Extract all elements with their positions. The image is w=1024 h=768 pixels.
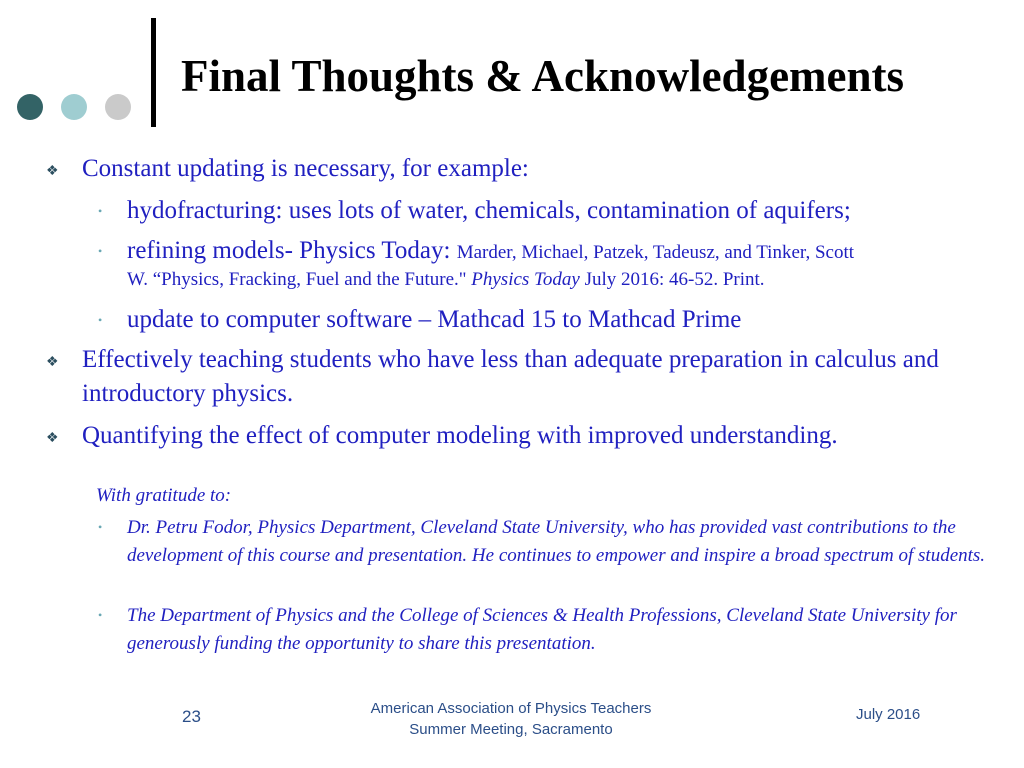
- footer-meeting: Summer Meeting, Sacramento: [409, 721, 613, 738]
- footer-organization: American Association of Physics Teachers: [370, 700, 652, 717]
- diamond-bullet-icon: ❖: [46, 431, 59, 446]
- reference-journal: Physics Today: [471, 269, 580, 290]
- bullet-constant-updating: Constant updating is necessary, for example:: [82, 155, 529, 182]
- header-dot-teal: [61, 94, 87, 120]
- header-divider: [151, 18, 156, 127]
- sub-bullet-software-update: update to computer software – Mathcad 15 to Mathcad Prime: [127, 306, 742, 333]
- bullet-teaching-students: Effectively teaching students who have less than adequate preparation in calculus and introductory physics.: [82, 346, 939, 407]
- diamond-bullet-icon: ❖: [46, 164, 59, 179]
- sub-bullet-hydofracturing: hydofracturing: uses lots of water, chemicals, contamination of aquifers;: [127, 197, 851, 224]
- slide-title: Final Thoughts & Acknowledgements: [181, 51, 905, 101]
- reference-line-2: [127, 266, 765, 294]
- footer-date: July 2016: [856, 706, 921, 723]
- refining-models-lead: refining models- Physics Today:: [127, 237, 457, 264]
- reference-authors: Marder, Michael, Patzek, Tadeusz, and Tinker, Scott: [456, 242, 854, 263]
- dot-bullet-icon: •: [98, 608, 103, 622]
- bullet-quantifying-effect: Quantifying the effect of computer modeling with improved understanding.: [82, 422, 838, 449]
- reference-title: W. “Physics, Fracking, Fuel and the Future.": [127, 269, 472, 290]
- header-dot-dark: [17, 94, 43, 120]
- reference-details: July 2016: 46-52. Print.: [579, 269, 765, 290]
- dot-bullet-icon: •: [98, 313, 103, 327]
- diamond-bullet-icon: ❖: [46, 355, 59, 370]
- gratitude-heading: With gratitude to:: [96, 485, 232, 506]
- gratitude-item-department: The Department of Physics and the College of Sciences & Health Professions, Cleveland State University for generously funding the opportunity to share this presentation.: [127, 605, 957, 654]
- gratitude-item-fodor: Dr. Petru Fodor, Physics Department, Cleveland State University, who has provided vast contributions to the development of this course and presentation. He continues to empower and inspire a broad spectrum of students.: [127, 517, 986, 566]
- dot-bullet-icon: •: [98, 520, 103, 534]
- footer-center: [330, 698, 692, 740]
- dot-bullet-icon: •: [98, 244, 103, 258]
- dot-bullet-icon: •: [98, 204, 103, 218]
- sub-bullet-refining-models: [127, 234, 854, 270]
- header-dot-gray: [105, 94, 131, 120]
- page-number: 23: [182, 707, 201, 726]
